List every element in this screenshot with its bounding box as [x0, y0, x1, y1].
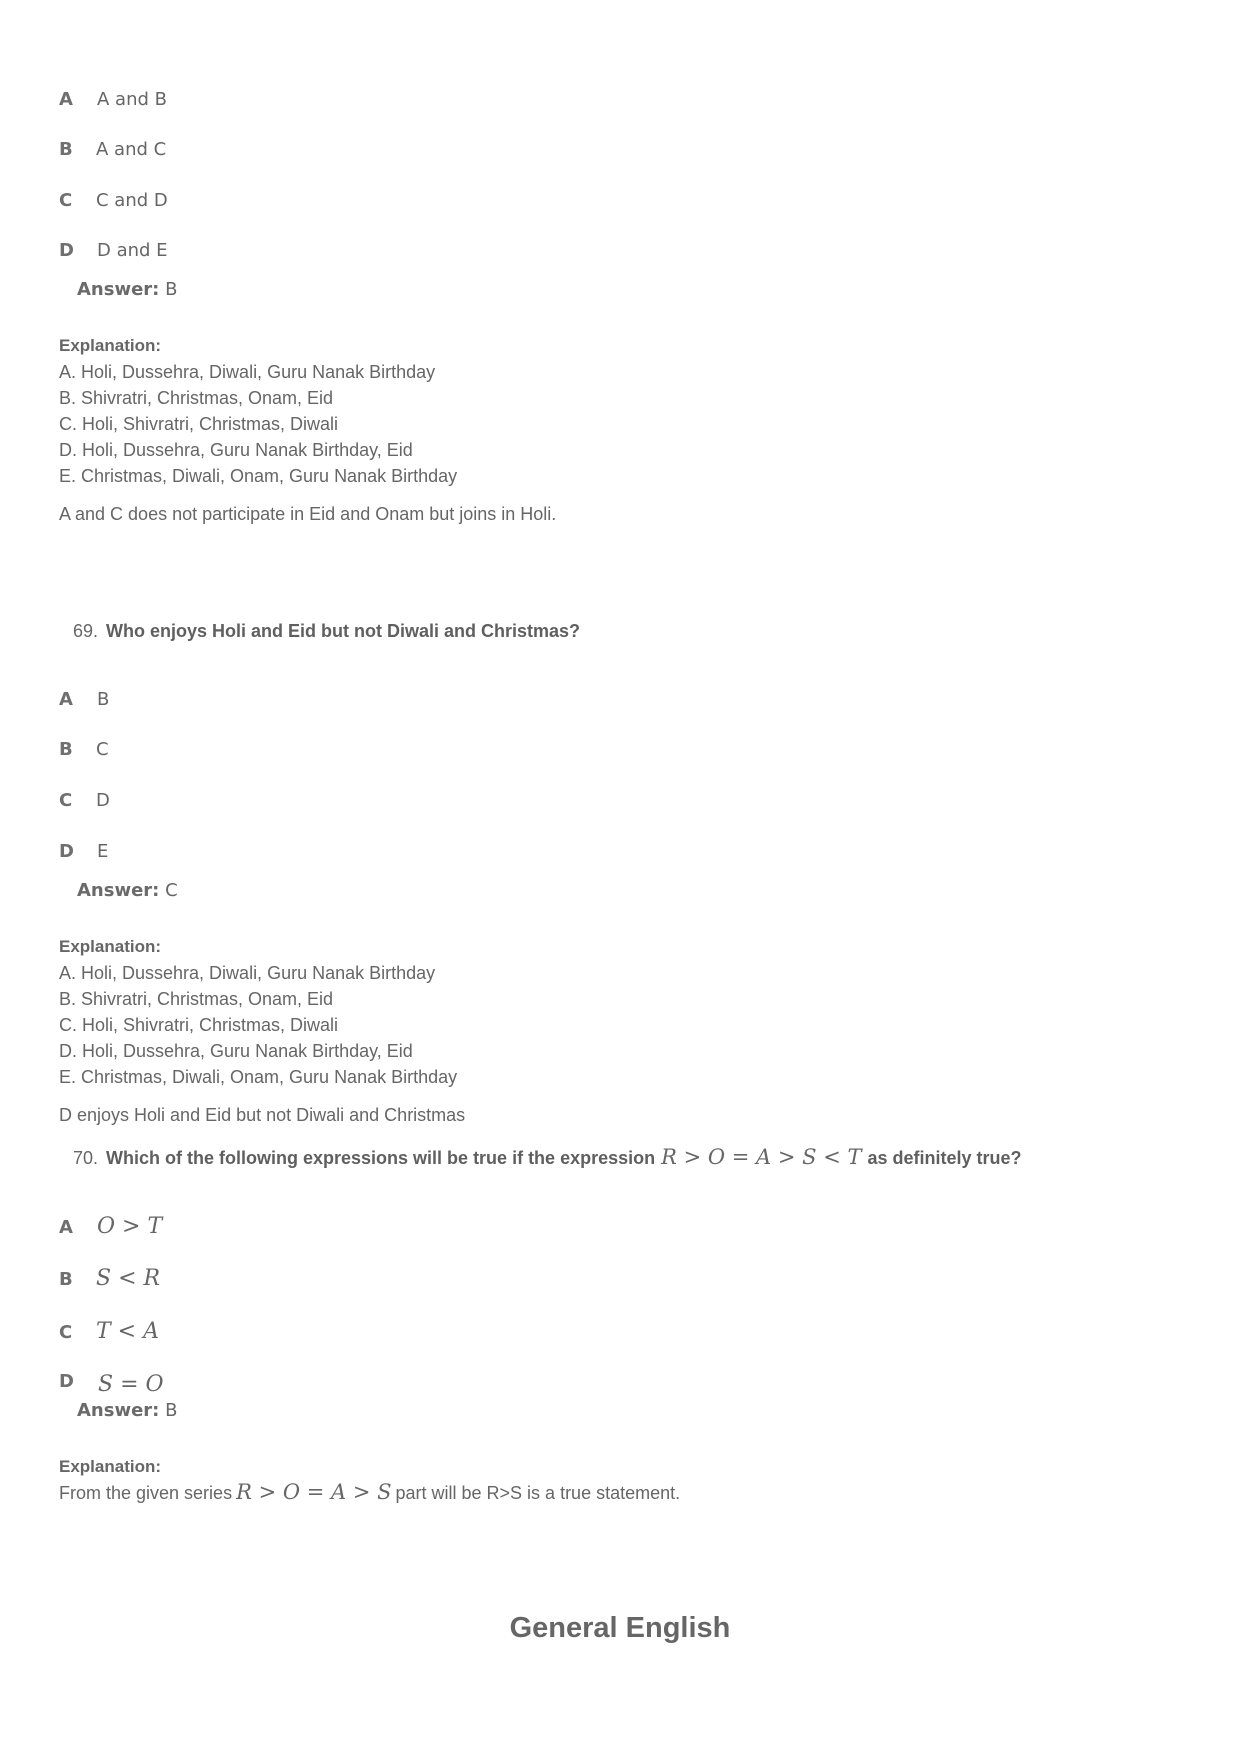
option-letter: A — [59, 1217, 73, 1238]
question-text: Which of the following expressions will be true if the expression — [106, 1148, 656, 1168]
question-text: Who enjoys Holi and Eid but not Diwali and Christmas? — [106, 621, 581, 641]
option-math: S < R — [96, 1266, 161, 1291]
option-letter: B — [59, 1269, 73, 1290]
option-math: S = O — [98, 1372, 164, 1397]
explanation-line: E. Christmas, Diwali, Onam, Guru Nanak Birthday — [59, 1067, 458, 1087]
q70-explanation-title: Explanation: — [59, 1457, 162, 1476]
option-letter: D — [59, 240, 74, 261]
option-letter: A — [59, 689, 73, 710]
answer-label: Answer: — [77, 1400, 160, 1421]
option-letter: D — [59, 841, 74, 862]
option-letter: D — [59, 1371, 74, 1392]
option-text: C and D — [96, 190, 168, 211]
option-text: B — [97, 689, 110, 710]
explanation-line: D. Holi, Dussehra, Guru Nanak Birthday, Eid — [59, 440, 413, 460]
option-letter: C — [59, 790, 73, 811]
answer-label: Answer: — [77, 880, 160, 901]
option-letter: B — [59, 739, 73, 760]
explanation-line: A. Holi, Dussehra, Diwali, Guru Nanak Birthday — [59, 963, 436, 983]
q69-question — [73, 621, 580, 642]
option-letter: B — [59, 139, 73, 160]
question-math: R > O = A > S < T — [661, 1145, 862, 1169]
q68-answer — [77, 279, 177, 300]
option-text: A and C — [96, 139, 167, 160]
option-letter: A — [59, 89, 73, 110]
explanation-text: From the given series — [59, 1483, 233, 1503]
q69-explanation-lines — [59, 960, 457, 1090]
explanation-line: B. Shivratri, Christmas, Onam, Eid — [59, 989, 334, 1009]
option-math: O > T — [97, 1214, 163, 1239]
answer-value: C — [165, 880, 178, 901]
option-text: E — [97, 841, 109, 862]
explanation-math: R > O = A > S — [236, 1480, 392, 1504]
question-number: 69. — [73, 621, 99, 641]
explanation-line: C. Holi, Shivratri, Christmas, Diwali — [59, 1015, 339, 1035]
option-letter: C — [59, 190, 73, 211]
q70-answer — [77, 1400, 177, 1421]
answer-value: B — [165, 279, 178, 300]
section-title: General English — [509, 1612, 731, 1644]
q69-explanation-title: Explanation: — [59, 937, 162, 956]
option-text: C — [96, 739, 109, 760]
q70-question — [73, 1145, 1022, 1169]
option-text: D and E — [97, 240, 168, 261]
q68-explanation-title: Explanation: — [59, 336, 162, 355]
q68-conclusion: A and C does not participate in Eid and Onam but joins in Holi. — [59, 504, 557, 524]
question-text-end: as definitely true? — [867, 1148, 1022, 1168]
explanation-text-end: part will be R>S is a true statement. — [395, 1483, 681, 1503]
option-letter: C — [59, 1322, 73, 1343]
explanation-line: B. Shivratri, Christmas, Onam, Eid — [59, 388, 334, 408]
option-math: T < A — [96, 1319, 159, 1344]
explanation-line: A. Holi, Dussehra, Diwali, Guru Nanak Birthday — [59, 362, 436, 382]
q69-conclusion: D enjoys Holi and Eid but not Diwali and Christmas — [59, 1105, 466, 1125]
question-number: 70. — [73, 1148, 99, 1168]
answer-label: Answer: — [77, 279, 160, 300]
explanation-line: D. Holi, Dussehra, Guru Nanak Birthday, Eid — [59, 1041, 413, 1061]
option-text: D — [96, 790, 110, 811]
option-text: A and B — [97, 89, 167, 110]
explanation-line: E. Christmas, Diwali, Onam, Guru Nanak Birthday — [59, 466, 458, 486]
q69-answer — [77, 880, 178, 901]
explanation-line: C. Holi, Shivratri, Christmas, Diwali — [59, 414, 339, 434]
answer-value: B — [165, 1400, 178, 1421]
q70-explanation-text — [59, 1480, 680, 1504]
q68-explanation-lines — [59, 359, 457, 489]
